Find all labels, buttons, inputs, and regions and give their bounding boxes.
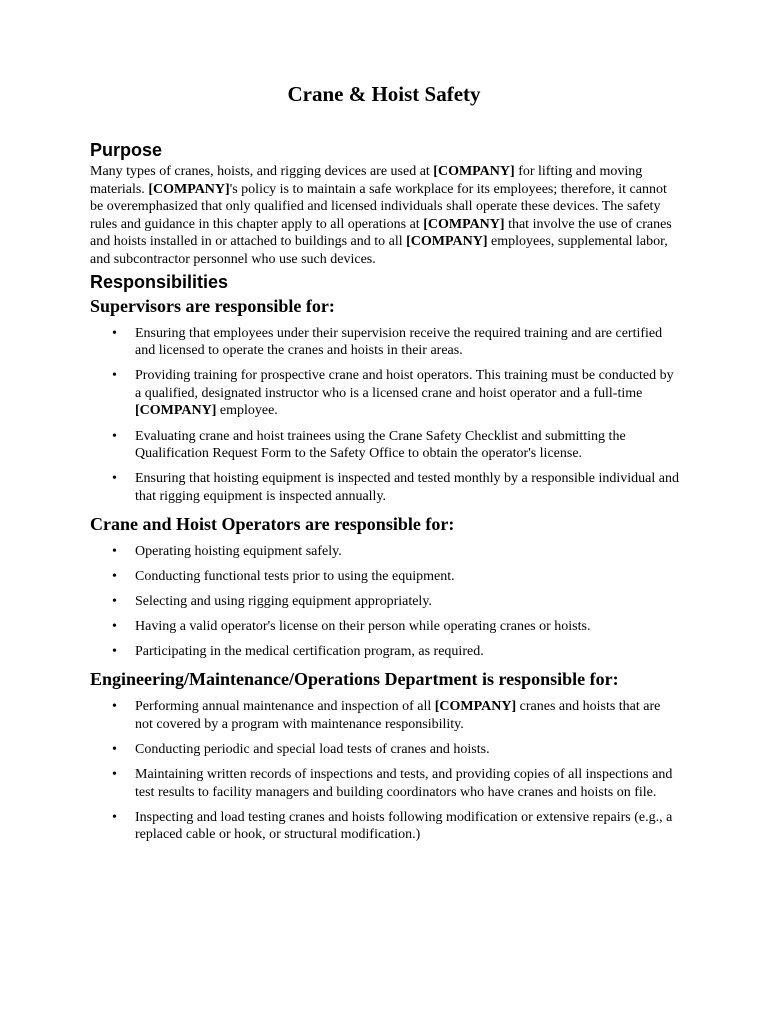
bullet-icon: • — [112, 594, 117, 610]
bullet-icon: • — [112, 742, 117, 758]
bullet-icon: • — [112, 644, 117, 660]
company-placeholder: [COMPANY] — [406, 234, 488, 250]
company-placeholder: [COMPANY] — [433, 164, 515, 179]
list-item-text: Ensuring that employees under their supervision receive the required training and are certified and licensed to operate the cranes and hoists in their areas. — [135, 325, 663, 359]
supervisors-heading: Supervisors are responsible for: — [90, 295, 335, 316]
document-title: Crane & Hoist Safety — [287, 82, 481, 106]
engineering-section — [90, 668, 680, 844]
list-item-text: Maintaining written records of inspections and tests, and providing copies of all inspections and test results to facility managers and building coordinators who have cranes and hoists on file. — [135, 767, 673, 800]
bullet-icon: • — [112, 368, 117, 384]
company-placeholder: [COMPANY] — [423, 216, 505, 232]
list-item — [90, 643, 680, 661]
operators-list — [90, 543, 680, 661]
list-item-text: Performing annual maintenance and inspection of all [COMPANY] cranes and hoists that are not covered by a program with maintenance responsibility. — [135, 699, 661, 732]
list-item-text: Conducting periodic and special load tests of cranes and hoists. — [135, 742, 490, 758]
list-item-text: Participating in the medical certification program, as required. — [135, 644, 484, 660]
company-placeholder: [COMPANY] — [135, 403, 217, 419]
list-item-text: Having a valid operator's license on their person while operating cranes or hoists. — [135, 619, 591, 635]
bullet-icon: • — [112, 471, 117, 487]
bullet-icon: • — [112, 543, 117, 559]
bullet-icon: • — [112, 699, 117, 715]
company-placeholder: [COMPANY] — [434, 699, 517, 715]
list-item — [90, 698, 680, 733]
list-item — [90, 618, 680, 636]
list-item — [90, 428, 680, 463]
list-item — [90, 325, 680, 360]
purpose-paragraph: Many types of cranes, hoists, and rigging devices are used at [COMPANY] for lifting and moving materials. [COMPANY]'s policy is to maintain a safe workplace for its employees; therefore, it cannot be overemphasized that only qualified and licensed individuals shall operate these devices. The safety rules and guidance in this chapter apply to all operations at [COMPANY] that involve the use of cranes and hoists installed in or attached to buildings and to all [COMPANY] employees, supplemental labor, and subcontractor personnel who use such devices. — [90, 164, 672, 267]
responsibilities-heading: Responsibilities — [90, 271, 229, 292]
bullet-icon: • — [112, 619, 117, 635]
list-item-text: Inspecting and load testing cranes and hoists following modification or extensive repairs (e.g., a replaced cable or hook, or structural modification.) — [135, 809, 673, 843]
operators-section — [90, 513, 680, 661]
bullet-icon: • — [112, 325, 117, 341]
list-item-text: Conducting functional tests prior to using the equipment. — [135, 569, 455, 584]
supervisors-list — [90, 325, 680, 506]
operators-heading: Crane and Hoist Operators are responsible for: — [90, 513, 455, 534]
list-item — [90, 568, 680, 586]
list-item — [90, 470, 680, 505]
bullet-icon: • — [112, 428, 117, 444]
list-item — [90, 741, 680, 759]
company-placeholder: [COMPANY] — [148, 181, 230, 197]
list-item — [90, 809, 680, 844]
bullet-icon: • — [112, 809, 117, 825]
document-content — [90, 137, 680, 852]
engineering-list — [90, 698, 680, 844]
list-item — [90, 543, 680, 561]
list-item-text: Evaluating crane and hoist trainees using the Crane Safety Checklist and submitting the Qualification Request Form to the Safety Office to obtain the operator's license. — [135, 428, 626, 462]
list-item-text: Operating hoisting equipment safely. — [135, 543, 342, 559]
supervisors-section — [90, 295, 680, 506]
bullet-icon: • — [112, 767, 117, 783]
list-item — [90, 766, 680, 801]
list-item — [90, 367, 680, 420]
list-item — [90, 593, 680, 611]
purpose-heading: Purpose — [90, 140, 163, 160]
list-item-text: Providing training for prospective crane and hoist operators. This training must be conducted by a qualified, designated instructor who is a licensed crane and hoist operator and a full-time [COMPANY] employee. — [135, 368, 674, 419]
engineering-heading: Engineering/Maintenance/Operations Department is responsible for: — [90, 669, 619, 690]
list-item-text: Ensuring that hoisting equipment is inspected and tested monthly by a responsible individual and that rigging equipment is inspected annually. — [135, 471, 679, 504]
list-item-text: Selecting and using rigging equipment appropriately. — [135, 594, 432, 610]
bullet-icon: • — [112, 569, 117, 584]
